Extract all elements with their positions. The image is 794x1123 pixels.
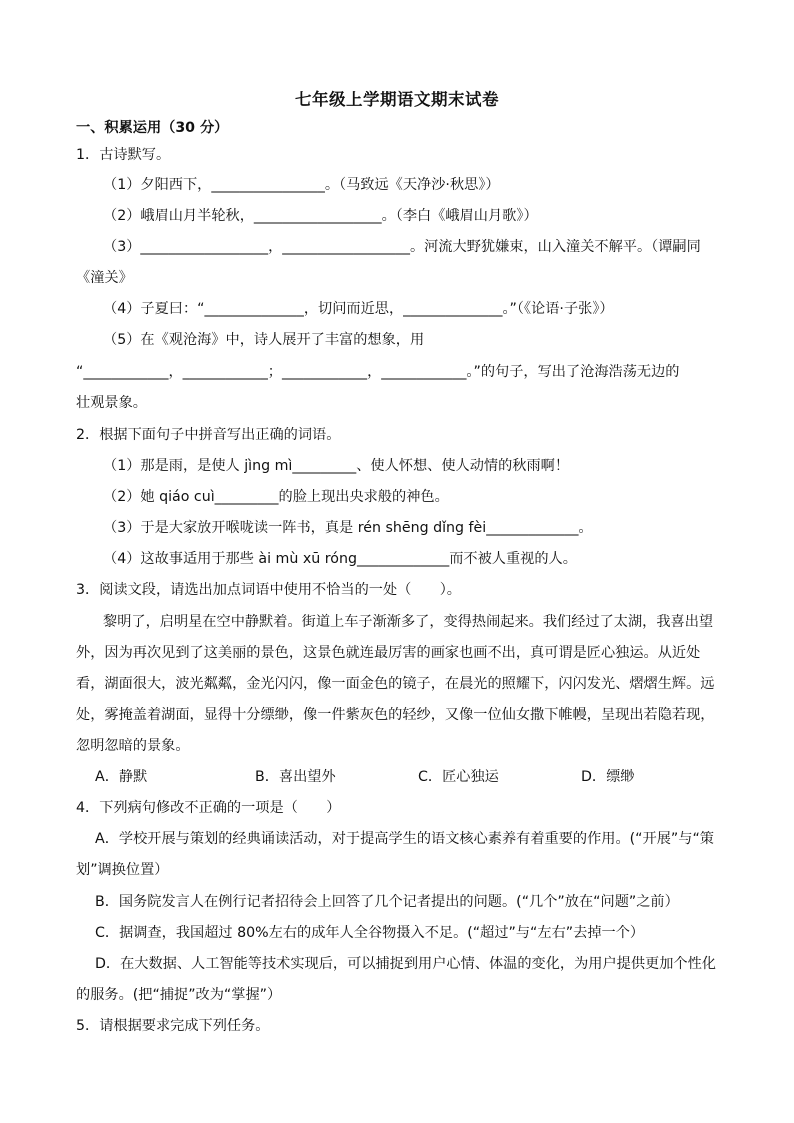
passage-line-3: 看，湖面很大，波光粼粼，金光闪闪，像一面金色的镜子，在晨光的照耀下，闪闪发光、熠熠生辉。远 bbox=[76, 676, 715, 692]
section-heading: 一、积累运用（30 分） bbox=[76, 120, 229, 136]
passage-line-5: 忽明忽暗的景象。 bbox=[76, 738, 190, 754]
question-4-option-d-cont: 的服务。(把“捕捉”改为“掌握”） bbox=[76, 987, 282, 1003]
question-5-stem: 5．请根据要求完成下列任务。 bbox=[76, 1018, 270, 1034]
question-4-option-c: C．据调查，我国超过 80%左右的成年人全谷物摄入不足。(“超过”与“左右”去掉一个） bbox=[95, 925, 645, 941]
question-1-item-5-cont: “____________，____________；____________，____________。”的句子，写出了沧海浩荡无边的 bbox=[76, 364, 680, 380]
question-1-stem: 1．古诗默写。 bbox=[76, 147, 171, 163]
passage-line-1: 黎明了，启明星在空中静默着。街道上车子渐渐多了，变得热闹起来。我们经过了太湖，我喜出望 bbox=[103, 614, 714, 630]
passage-line-4: 处，雾掩盖着湖面，显得十分缥缈，像一件紫灰色的轻纱，又像一位仙女撒下帷幔，呈现出若隐若现， bbox=[76, 707, 715, 723]
passage-line-2: 外，因为再次见到了这美丽的景色，这景色就连最厉害的画家也画不出，真可谓是匠心独运。从近处 bbox=[76, 645, 701, 661]
question-1-item-2: （2）峨眉山月半轮秋，__________________。（李白《峨眉山月歌》） bbox=[103, 208, 538, 224]
question-4-option-a: A．学校开展与策划的经典诵读活动，对于提高学生的语文核心素养有着重要的作用。(“开展”与“策 bbox=[95, 831, 714, 847]
question-4-option-a-cont: 划”调换位置） bbox=[76, 862, 169, 878]
question-3-stem: 3．阅读文段，请选出加点词语中使用不恰当的一处（ ）。 bbox=[76, 582, 461, 598]
option-d: D．缥缈 bbox=[581, 769, 635, 785]
option-b: B．喜出望外 bbox=[255, 769, 336, 785]
question-2-item-4: （4）这故事适用于那些 ài mù xū róng_____________而不被人重视的人。 bbox=[103, 551, 577, 567]
question-4-option-b: B．国务院发言人在例行记者招待会上回答了几个记者提出的问题。(“几个”放在“问题”之前） bbox=[95, 894, 679, 910]
question-2-stem: 2．根据下面句子中拼音写出正确的词语。 bbox=[76, 427, 341, 443]
option-a: A．静默 bbox=[95, 769, 148, 785]
option-c: C．匠心独运 bbox=[418, 769, 499, 785]
question-1-item-4: （4）子夏曰：“______________，切问而近思，______________。”（《论语·子张》） bbox=[103, 301, 614, 317]
exam-title: 七年级上学期语文期末试卷 bbox=[295, 90, 499, 109]
question-1-item-1: （1）夕阳西下，________________。（马致远《天净沙·秋思》） bbox=[103, 177, 500, 193]
question-1-item-5-end: 壮观景象。 bbox=[76, 395, 147, 411]
question-2-item-3: （3）于是大家放开喉咙读一阵书，真是 rén shēng dǐng fèi_____________。 bbox=[103, 520, 593, 536]
question-1-item-5: （5）在《观沧海》中，诗人展开了丰富的想象，用 bbox=[103, 332, 425, 348]
question-1-item-3: （3）__________________，__________________。河流大野犹嫌束，山入潼关不解平。（谭嗣同 bbox=[103, 239, 701, 255]
question-1-item-3-cont: 《潼关》 bbox=[76, 270, 133, 286]
question-4-option-d: D．在大数据、人工智能等技术实现后，可以捕捉到用户心情、体温的变化，为用户提供更加个性化 bbox=[95, 956, 716, 972]
question-2-item-2: （2）她 qiáo cuì_________的脸上现出央求般的神色。 bbox=[103, 489, 449, 505]
question-2-item-1: （1）那是雨，是使人 jìng mì_________、使人怀想、使人动情的秋雨啊！ bbox=[103, 458, 570, 474]
question-4-stem: 4．下列病句修改不正确的一项是（ ） bbox=[76, 800, 341, 816]
